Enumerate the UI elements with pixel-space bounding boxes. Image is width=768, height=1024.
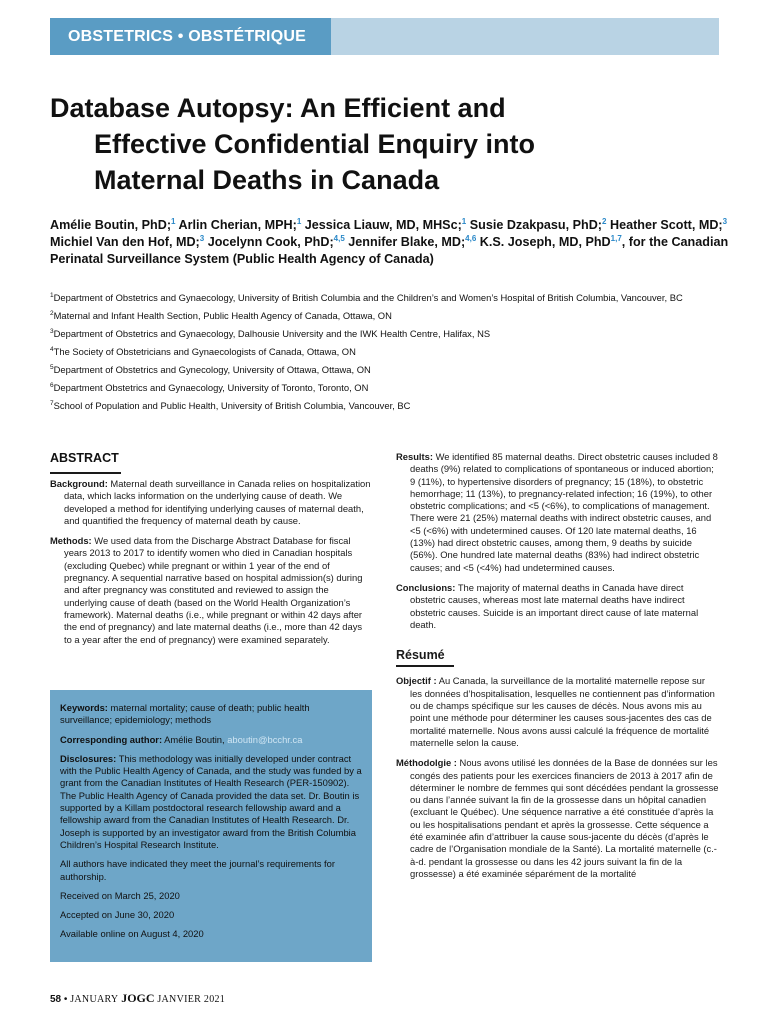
affiliation: $^5$Department of Obstetrics and Gynecology, University of Ottawa, Ottawa, ON: [50, 363, 371, 375]
section-label: OBSTETRICS • OBSTÉTRIQUE: [50, 18, 331, 55]
received-date: Received on March 25, 2020: [60, 889, 180, 901]
page-footer: [50, 991, 225, 1006]
background-paragraph: Background: Maternal death surveillance in Canada relies on hospitalization data, which lacks information on the underlying cause of death. We developed a method for identifying underlying causes of maternal death, and quantified the frequency of maternal death by cause.: [50, 478, 371, 526]
author-email-link[interactable]: aboutin@bcchr.ca: [227, 733, 303, 745]
author: Jennifer Blake, MD;$^{4,6}$: [348, 233, 477, 249]
authors-group: , for the Canadian Perinatal Surveillance System (Public Health Agency of Canada): [50, 235, 729, 266]
author-list: [50, 217, 730, 268]
journal-name: JOGC: [121, 991, 155, 1005]
online-date: Available online on August 4, 2020: [60, 928, 204, 940]
resume-heading: Résumé: [396, 648, 445, 663]
methods-paragraph: Methods: We used data from the Discharge Abstract Database for fiscal years 2013 to 2017 to identify women who died in Canadian hospitals (excluding Quebec) while pregnant or within 1 year of the end of pregnancy. A sequential narrative based on hospital admission(s) during and after pregnancy was constituted and reviewed to assign the underlying cause of death (based on the World Health Organization’s framework). Maternal deaths (i.e., while pregnant or within 42 days after the end of pregnancy) and late maternal deaths (i.e., more than 42 days to a year after the end of pregnancy) were examined separately.: [50, 535, 363, 645]
objectif-paragraph: Objectif : Au Canada, la surveillance de la mortalité maternelle repose sur les données d’hospitalisation, lesquelles ne contiennent pas d’information ou de champs spécifique sur les causes de décès. Nous avons mis au point une méthode pour déterminer les causes sous-jacentes des cas de mortalité maternelle. Nous avons aussi calculé la fréquence de mortalité maternelle selon la cause.: [396, 675, 715, 748]
affiliations: [50, 291, 740, 417]
methodologie-paragraph: Méthodolgie : Nous avons utilisé les données de la Base de données sur les congés des patients pour les exercices financiers de 2013 à 2017 afin de déterminer le nombre de femmes qui sont décédées pendant la grossesse ou dans l’année suivant la fin de la grossesse dans un hôpital canadien (excluant le Québec). Une séquence narrative a été constituée d’après la ou les hospitalisations pendant et après la grossesse. Cette séquence a été examinée afin d’attribuer la cause sous-jacente du décès (d’après le cadre de l’Organisation mondiale de la Santé). La mortalité maternelle (c.-à-d. pendant la grossesse ou dans les 42 jours suivant la fin de la grossesse) a été examinée séparément de la mortalité: [396, 757, 719, 879]
abstract-rule: [50, 472, 121, 474]
title-line-2: Effective Confidential Enquiry into: [94, 129, 536, 159]
author: Jessica Liauw, MD, MHSc;$^1$: [304, 216, 467, 232]
author: K.S. Joseph, MD, PhD$^{1,7}$: [479, 233, 622, 249]
affiliation: $^1$Department of Obstetrics and Gynaecology, University of British Columbia and the Children’s and Women’s Hospital of British Columbia, Vancouver, BC: [50, 291, 683, 303]
article-info-box: [50, 690, 372, 962]
affiliation: $^3$Department of Obstetrics and Gynaecology, Dalhousie University and the IWK Health Centre, Halifax, NS: [50, 327, 491, 339]
affiliation: $^6$Department Obstetrics and Gynaecology, University of Toronto, Toronto, ON: [50, 381, 369, 393]
author: Michiel Van den Hof, MD;$^3$: [50, 233, 205, 249]
page-number: 58: [50, 994, 62, 1005]
results-paragraph: Results: We identified 85 maternal deaths. Direct obstetric causes included 8 deaths (9%) related to complications of spontaneous or induced abortion; 9 (11%), to hypertensive disorders of pregnancy; 15 (18%), to obstetric hemorrhage; 11 (13%), to pregnancy-related infection; 16 (19%), to other obstetric complications; and <5 (<6%), to complications of management. There were 21 (25%) maternal deaths with indirect obstetric causes, and <5 (<6%) with undetermined causes. Of 120 late maternal deaths, 16 (13%) had direct obstetric causes, among them, 9 deaths by suicide (56%). One hundred late maternal deaths (83%) had indirect obstetric causes; and <5 (<4%) had undetermined causes.: [396, 451, 718, 573]
affiliation: $^4$The Society of Obstetricians and Gynaecologists of Canada, Ottawa, ON: [50, 345, 356, 357]
conclusions-paragraph: Conclusions: The majority of maternal deaths in Canada have direct obstetric causes, whereas most late maternal deaths have indirect obstetric causes. Suicide is an important direct cause of late maternal death.: [396, 581, 699, 630]
accepted-date: Accepted on June 30, 2020: [60, 909, 175, 921]
authorship-statement: All authors have indicated they meet the journal’s requirements for authorship.: [60, 858, 335, 882]
author: Amélie Boutin, PhD;$^1$: [50, 216, 176, 232]
author: Susie Dzakpasu, PhD;$^2$: [469, 216, 607, 232]
disclosures: Disclosures: This methodology was initially developed under contract with the Public Health Agency of Canada, and the study was funded by a grant from the Canadian Institutes of Health Research (PER-150902). The Public Health Agency of Canada provided the data set. Dr. Boutin is supported by a Killam postdoctoral research fellowship award and a fellowship award from the Canadian Institutes of Health Research. Dr. Joseph is supported by an investigator award from the British Columbia Children’s Hospital Research Institute.: [60, 752, 362, 850]
affiliation: $^2$Maternal and Infant Health Section, Public Health Agency of Canada, Ottawa, ON: [50, 309, 392, 321]
article-title: [50, 90, 730, 198]
abstract-right-column: [396, 451, 719, 888]
affiliation: $^7$School of Population and Public Health, University of British Columbia, Vancouver, BC: [50, 399, 411, 411]
title-line-1: Database Autopsy: An Efficient and: [50, 93, 506, 123]
resume-rule: [396, 665, 454, 667]
author: Jocelynn Cook, PhD;$^{4,5}$: [207, 233, 345, 249]
issue-date: JANVIER 2021: [157, 994, 226, 1005]
abstract-heading: ABSTRACT: [50, 451, 119, 465]
author: Heather Scott, MD;$^3$: [609, 216, 728, 232]
author: Arlin Cherian, MPH;$^1$: [178, 216, 302, 232]
title-line-3: Maternal Deaths in Canada: [94, 165, 440, 195]
corresponding-author: Corresponding author: Amélie Boutin, aboutin@bcchr.ca: [60, 733, 303, 745]
abstract-left-column: [50, 478, 372, 654]
issue-month: JANUARY: [70, 994, 119, 1005]
keywords: Keywords: maternal mortality; cause of death; public health surveillance; epidemiology; methods: [60, 702, 310, 726]
footer-bullet: •: [63, 994, 68, 1005]
